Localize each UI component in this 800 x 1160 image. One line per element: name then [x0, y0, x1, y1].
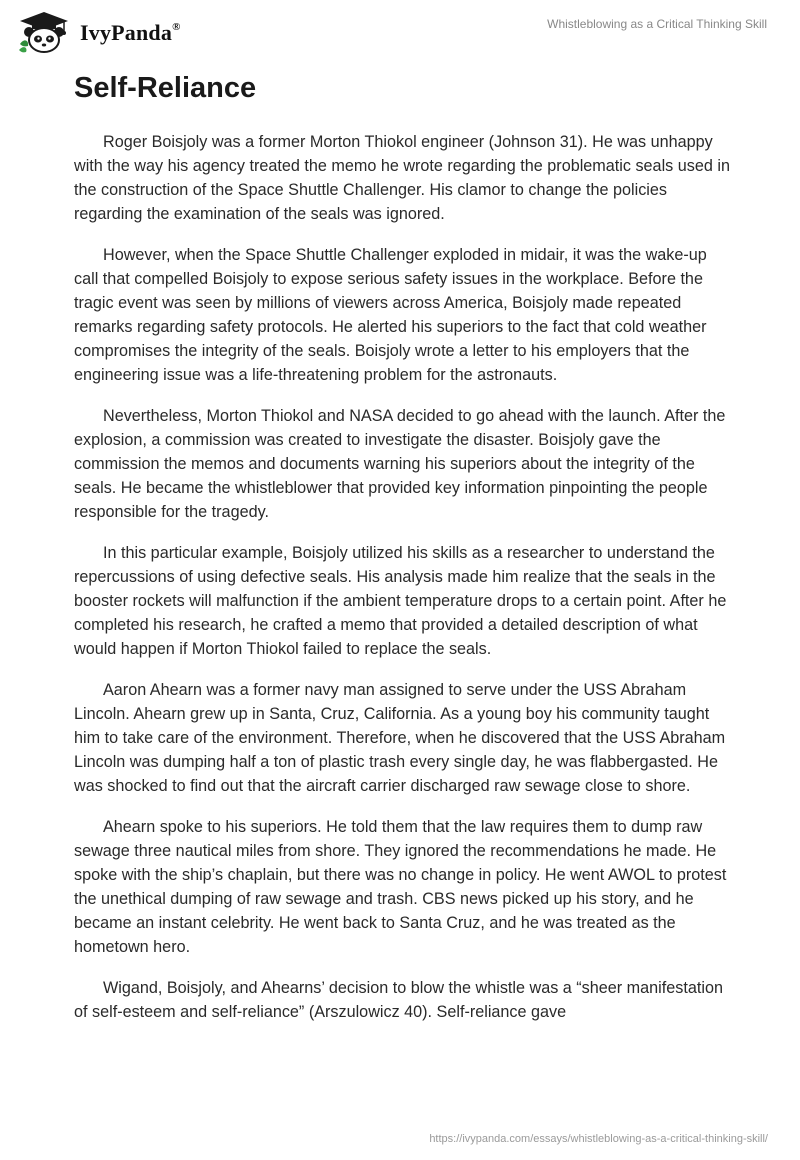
panda-graduate-icon: [16, 10, 72, 54]
paragraph: In this particular example, Boisjoly utilized his skills as a researcher to understand the repercussions of using defective seals. His analysis made him realize that the seals in the booster rockets will malfunction if the ambient temperature drops to a certain point. After he completed his research, he crafted a memo that provided a detailed description of what would happen if Morton Thiokol failed to replace the seals.: [74, 544, 727, 658]
paragraph: Aaron Ahearn was a former navy man assigned to serve under the USS Abraham Lincoln. Ahearn grew up in Santa, Cruz, California. As a young boy his community taught him to take care of the environment. Therefore, when he discovered that the USS Abraham Lincoln was dumping half a ton of plastic trash every single day, he was flabbergasted. He was shocked to find out that the aircraft carrier discharged raw sewage close to shore.: [74, 681, 726, 795]
ivypanda-logo[interactable]: [16, 10, 181, 54]
paragraph: Wigand, Boisjoly, and Ahearns’ decision to blow the whistle was a “sheer manifestation of self-esteem and self-reliance” (Arszulowicz 40). Self-reliance gave: [74, 979, 723, 1021]
essay-body: [74, 130, 730, 1041]
page-header: [0, 0, 800, 70]
paragraph: However, when the Space Shuttle Challenger exploded in midair, it was the wake-up call that compelled Boisjoly to expose serious safety issues in the workplace. Before the tragic event was seen by millions of viewers across America, Boisjoly made repeated remarks regarding safety protocols. He alerted his superiors to the fact that cold weather compromises the integrity of the seals. Boisjoly wrote a letter to his employers that the engineering issue was a life-threatening problem for the astronauts.: [74, 246, 707, 384]
source-url-link[interactable]: https://ivypanda.com/essays/whistleblowing-as-a-critical-thinking-skill/: [429, 1133, 768, 1145]
document-title: Whistleblowing as a Critical Thinking Skill: [547, 17, 767, 31]
paragraph: Nevertheless, Morton Thiokol and NASA decided to go ahead with the launch. After the explosion, a commission was created to investigate the disaster. Boisjoly gave the commission the memos and documents warning his superiors about the integrity of the seals. He became the whistleblower that provided key information pinpointing the people responsible for the tragedy.: [74, 407, 726, 521]
section-heading: Self-Reliance: [74, 72, 257, 104]
paragraph: Roger Boisjoly was a former Morton Thiokol engineer (Johnson 31). He was unhappy with the way his agency treated the memo he wrote regarding the problematic seals used in the construction of the Space Shuttle Challenger. His clamor to change the policies regarding the examination of the seals was ignored.: [74, 133, 730, 223]
paragraph: Ahearn spoke to his superiors. He told them that the law requires them to dump raw sewage three nautical miles from shore. They ignored the recommendations he made. He spoke with the ship’s chaplain, but there was no change in policy. He went AWOL to protest the unethical dumping of raw sewage and trash. CBS news picked up his story, and he became an instant celebrity. He went back to Santa Cruz, and he was treated as the hometown hero.: [74, 818, 727, 956]
brand-name: IvyPanda®: [80, 20, 181, 45]
